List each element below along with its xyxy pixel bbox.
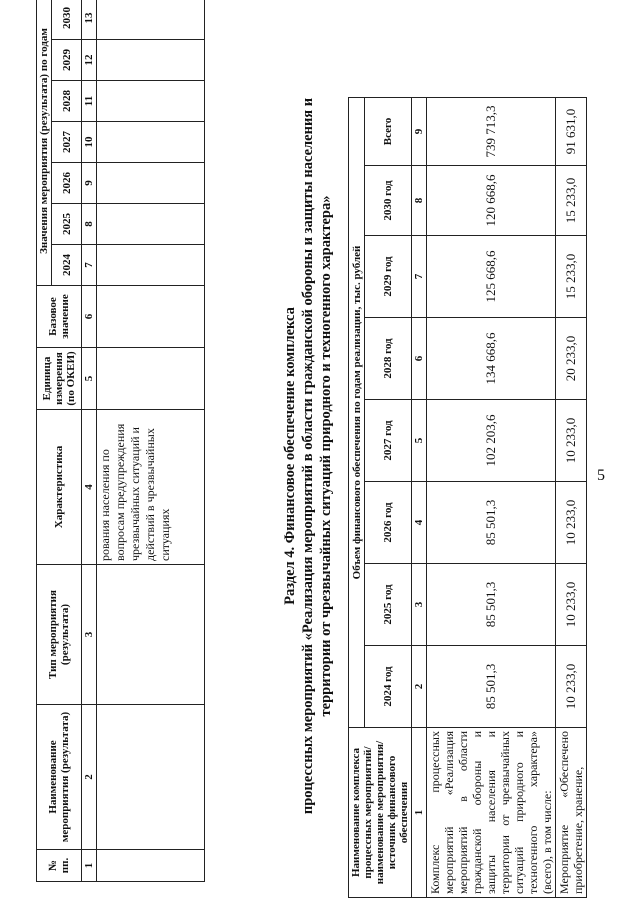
year-header: 2028 год [365, 318, 412, 400]
year-header: 2025 год [365, 564, 412, 646]
col-name-header: Наименование комплекса процессных мероприятий/наименование мероприятия/источник финансового обеспечения [349, 728, 412, 898]
value-cell: 15 233,0 [556, 166, 587, 236]
column-number: 8 [412, 166, 427, 236]
column-number: 4 [412, 482, 427, 564]
value-cell: 102 203,6 [427, 400, 556, 482]
year-header: 2026 год [365, 482, 412, 564]
column-number: 3 [412, 564, 427, 646]
value-cell: 85 501,3 [427, 482, 556, 564]
financing-group-header: Объем финансового обеспечения по годам реализации, тыс. рублей [349, 97, 365, 727]
column-number: 1 [82, 850, 97, 882]
page-number: 5 [597, 467, 605, 484]
year-header: 2029 [52, 40, 82, 81]
column-number: 7 [82, 245, 97, 286]
col-base-header: Базовое значение [37, 286, 82, 348]
column-number: 6 [412, 318, 427, 400]
column-number: 9 [82, 163, 97, 204]
col-characteristic-header: Характеристика [37, 410, 82, 565]
total-cell: 91 631,0 [556, 97, 587, 165]
row-name: Комплекс процессных мероприятий «Реализация мероприятий в области гражданской обороны и защиты населения и территории от чрезвычайных ситуаций природного и техногенного характера» (всего), в том числе: [427, 728, 556, 898]
column-number: 10 [82, 122, 97, 163]
column-number: 5 [82, 348, 97, 410]
value-cell: 85 501,3 [427, 564, 556, 646]
value-cell: 120 668,6 [427, 166, 556, 236]
column-number: 6 [82, 286, 97, 348]
column-number: 9 [412, 97, 427, 165]
year-header: 2027 год [365, 400, 412, 482]
year-header: 2028 [52, 81, 82, 122]
value-cell: 10 233,0 [556, 482, 587, 564]
characteristic-cell: рования населения по вопросам предупреждения чрезвычайных ситуаций и действий в чрезвычайных ситуациях [97, 410, 205, 565]
financing-table [348, 97, 587, 898]
table-row [427, 97, 556, 897]
col-name-header: Наименование мероприятия (результата) [37, 705, 82, 850]
column-number: 7 [412, 236, 427, 318]
section-title-line: процессных мероприятий «Реализация мероприятий в области гражданской обороны и защиты населения и [300, 97, 316, 815]
column-number: 3 [82, 565, 97, 705]
year-header: 2025 [52, 204, 82, 245]
value-cell: 85 501,3 [427, 646, 556, 728]
column-number: 11 [82, 81, 97, 122]
section-heading: Раздел 4. Финансовое обеспечение комплекса [282, 307, 298, 605]
column-number: 4 [82, 410, 97, 565]
col-no-header: № пп. [37, 850, 82, 882]
value-cell: 10 233,0 [556, 646, 587, 728]
year-header: 2027 [52, 122, 82, 163]
total-cell: 739 713,3 [427, 97, 556, 165]
year-header: 2026 [52, 163, 82, 204]
column-number: 2 [412, 646, 427, 728]
value-cell: 125 668,6 [427, 236, 556, 318]
table-row [97, 0, 205, 882]
column-number: 8 [82, 204, 97, 245]
column-number: 12 [82, 40, 97, 81]
value-cell: 10 233,0 [556, 564, 587, 646]
column-number: 5 [412, 400, 427, 482]
year-header: 2030 [52, 0, 82, 40]
value-cell: 134 668,6 [427, 318, 556, 400]
value-cell: 15 233,0 [556, 236, 587, 318]
col-type-header: Тип мероприятия (результата) [37, 565, 82, 705]
row-name: Мероприятие «Обеспечено приобретение, хранение, [556, 728, 587, 898]
section-title-line: территории от чрезвычайных ситуаций природного и техногенного характера» [318, 195, 334, 717]
column-number: 2 [82, 705, 97, 850]
results-table [36, 0, 205, 882]
total-header: Всего [365, 97, 412, 165]
year-header: 2024 [52, 245, 82, 286]
value-cell: 20 233,0 [556, 318, 587, 400]
year-header: 2030 год [365, 166, 412, 236]
year-header: 2029 год [365, 236, 412, 318]
value-cell: 10 233,0 [556, 400, 587, 482]
year-header: 2024 год [365, 646, 412, 728]
column-number: 1 [412, 728, 427, 898]
column-number: 13 [82, 0, 97, 40]
table-row [556, 97, 587, 897]
values-group-header: Значения мероприятия (результата) по годам [37, 0, 52, 286]
col-unit-header: Единица измерения (по ОКЕИ) [37, 348, 82, 410]
